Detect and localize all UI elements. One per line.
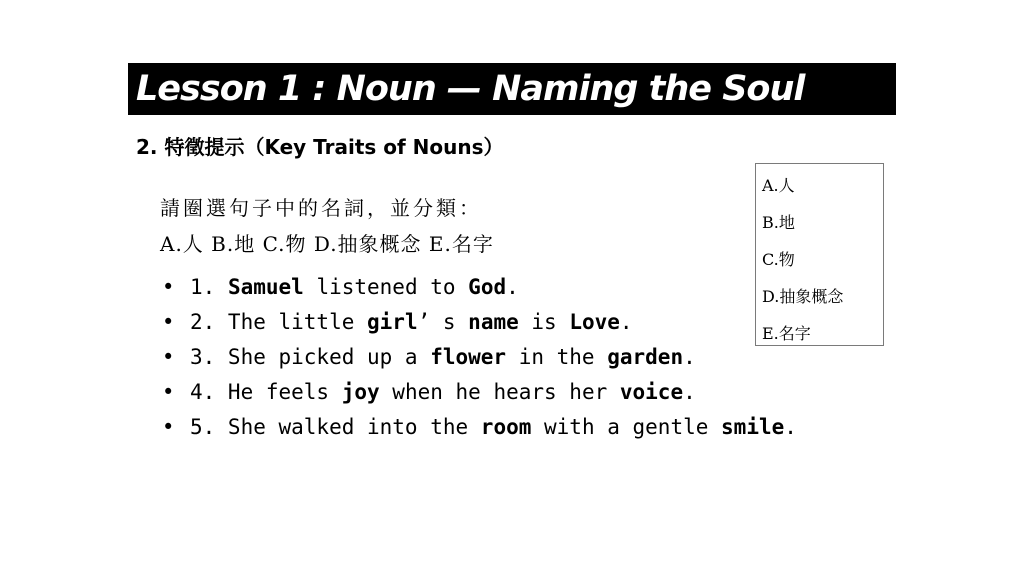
sentence-text: .: [683, 345, 696, 369]
legend-item: C.物: [762, 250, 795, 269]
title-bar: [128, 63, 896, 115]
page-title: Lesson 1 : Noun — Naming the Soul: [136, 69, 805, 109]
section-subtitle: 2. 特徵提示（Key Traits of Nouns）: [136, 135, 504, 159]
noun-word: God: [468, 275, 507, 299]
bullet-icon: •: [162, 380, 175, 404]
legend-item: B.地: [762, 213, 795, 232]
sentence-text: with a gentle: [531, 415, 722, 439]
noun-word: Love: [569, 310, 620, 334]
sentence-text: .: [619, 310, 633, 334]
sentence-text: listened to: [303, 275, 469, 299]
bullet-icon: •: [162, 310, 175, 334]
sentence-text: 1.: [190, 275, 228, 299]
noun-word: Samuel: [227, 275, 304, 299]
legend-item: D.抽象概念: [762, 287, 844, 306]
bullet-icon: •: [162, 415, 175, 439]
noun-word: garden: [607, 345, 684, 369]
bullet-icon: •: [162, 345, 175, 369]
instruction-line-2: A.人 B.地 C.物 D.抽象概念 E.名字: [160, 232, 494, 256]
category-legend-box: [755, 163, 884, 346]
noun-word: flower: [430, 345, 507, 369]
sentence-item: [162, 305, 797, 340]
sentence-text: .: [506, 275, 519, 299]
sentence-text: 5. She walked into the: [190, 415, 481, 439]
sentence-text: 2. The little: [190, 310, 368, 334]
instruction-line-1: 請圈選句子中的名詞，並分類：: [160, 196, 482, 220]
sentence-text: ’ s: [417, 310, 469, 334]
noun-word: girl: [367, 310, 418, 334]
sentence-item: [162, 375, 797, 410]
noun-word: name: [468, 310, 519, 334]
sentence-text: 3. She picked up a: [190, 345, 431, 369]
sentence-item: [162, 410, 797, 445]
noun-word: room: [480, 415, 532, 439]
sentence-list: [162, 270, 797, 445]
noun-word: joy: [341, 380, 380, 404]
noun-word: smile: [721, 415, 785, 439]
sentence-text: is: [518, 310, 570, 334]
bullet-icon: •: [162, 275, 175, 299]
sentence-text: .: [683, 380, 696, 404]
sentence-item: [162, 340, 797, 375]
sentence-text: 4. He feels: [190, 380, 342, 404]
sentence-item: [162, 270, 797, 305]
sentence-text: in the: [506, 345, 608, 369]
legend-item: E.名字: [762, 324, 811, 343]
noun-word: voice: [619, 380, 684, 404]
sentence-text: when he hears her: [379, 380, 620, 404]
sentence-text: .: [784, 415, 797, 439]
legend-item: A.人: [762, 176, 795, 195]
